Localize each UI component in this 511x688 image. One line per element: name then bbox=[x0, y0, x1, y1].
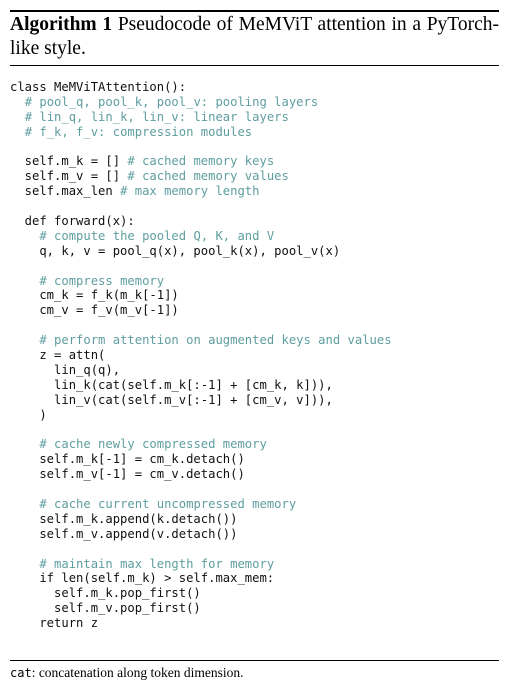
code-line bbox=[10, 527, 499, 542]
code-text bbox=[10, 125, 25, 139]
code-line bbox=[10, 616, 499, 631]
code-comment: # f_k, f_v: compression modules bbox=[24, 124, 253, 139]
code-text bbox=[10, 557, 39, 571]
code-comment: # cached memory keys bbox=[127, 154, 275, 169]
code-line bbox=[10, 154, 499, 169]
code-line bbox=[10, 333, 499, 348]
code-line bbox=[10, 288, 499, 303]
code-text: def forward(x): bbox=[10, 214, 135, 229]
code-comment: # lin_q, lin_k, lin_v: linear layers bbox=[24, 109, 289, 124]
code-line bbox=[10, 303, 499, 318]
code-text bbox=[10, 229, 39, 243]
code-line bbox=[10, 542, 499, 557]
code-line bbox=[10, 497, 499, 512]
code-line bbox=[10, 363, 499, 378]
code-line bbox=[10, 244, 499, 259]
code-comment: # perform attention on augmented keys and values bbox=[39, 333, 392, 348]
code-comment: # compress memory bbox=[39, 273, 165, 288]
code-text bbox=[10, 333, 39, 347]
code-line bbox=[10, 184, 499, 199]
code-comment: # maintain max length for memory bbox=[39, 556, 275, 571]
code-line bbox=[10, 229, 499, 244]
code-line bbox=[10, 95, 499, 110]
code-text: cm_k = f_k(m_k[-1]) bbox=[10, 288, 179, 303]
code-text bbox=[10, 437, 39, 451]
code-line bbox=[10, 422, 499, 437]
code-line bbox=[10, 199, 499, 214]
code-text: if len(self.m_k) > self.max_mem: bbox=[10, 571, 275, 586]
top-rule bbox=[10, 10, 499, 12]
code-text: self.m_v[-1] = cm_v.detach() bbox=[10, 467, 245, 482]
code-text: self.m_k = [] bbox=[10, 154, 128, 169]
code-comment: # cache current uncompressed memory bbox=[39, 496, 297, 511]
code-comment: # cached memory values bbox=[127, 169, 289, 184]
code-text: lin_q(q), bbox=[10, 362, 121, 377]
code-line bbox=[10, 110, 499, 125]
code-line bbox=[10, 557, 499, 572]
code-text: class MeMViTAttention(): bbox=[10, 80, 187, 94]
code-text: self.m_v.append(v.detach()) bbox=[10, 526, 238, 541]
code-text: self.max_len bbox=[10, 184, 121, 199]
code-text bbox=[10, 274, 39, 288]
caption-rule bbox=[10, 65, 499, 66]
code-line bbox=[10, 378, 499, 393]
footnote-term: cat bbox=[10, 666, 32, 680]
algorithm-caption bbox=[10, 13, 499, 61]
code-line bbox=[10, 140, 499, 155]
code-listing bbox=[10, 80, 499, 631]
code-line bbox=[10, 348, 499, 363]
bottom-rule bbox=[10, 660, 499, 661]
code-line bbox=[10, 482, 499, 497]
code-text bbox=[10, 110, 25, 124]
code-text bbox=[10, 95, 25, 109]
code-text: cm_v = f_v(m_v[-1]) bbox=[10, 303, 179, 318]
code-text: ) bbox=[10, 407, 47, 422]
code-text bbox=[10, 497, 39, 511]
code-comment: # max memory length bbox=[120, 184, 260, 199]
code-line bbox=[10, 214, 499, 229]
footnote-text: : concatenation along token dimension. bbox=[31, 665, 244, 680]
code-line bbox=[10, 259, 499, 274]
algorithm-label: Algorithm 1 bbox=[10, 14, 113, 35]
code-line bbox=[10, 318, 499, 333]
code-line bbox=[10, 125, 499, 140]
code-text: self.m_v = [] bbox=[10, 169, 128, 184]
code-text: lin_k(cat(self.m_k[:-1] + [cm_k, k])), bbox=[10, 377, 333, 392]
code-text: self.m_k[-1] = cm_k.detach() bbox=[10, 452, 245, 467]
code-comment: # pool_q, pool_k, pool_v: pooling layers bbox=[24, 94, 319, 109]
code-line bbox=[10, 452, 499, 467]
code-text: self.m_v.pop_first() bbox=[10, 601, 201, 616]
code-line bbox=[10, 571, 499, 586]
code-text: self.m_k.pop_first() bbox=[10, 586, 201, 601]
code-line bbox=[10, 408, 499, 423]
code-text: q, k, v = pool_q(x), pool_k(x), pool_v(x) bbox=[10, 243, 341, 258]
code-line bbox=[10, 467, 499, 482]
code-line bbox=[10, 274, 499, 289]
code-line bbox=[10, 601, 499, 616]
footnote bbox=[10, 665, 244, 681]
code-text: lin_v(cat(self.m_v[:-1] + [cm_v, v])), bbox=[10, 392, 333, 407]
code-comment: # cache newly compressed memory bbox=[39, 437, 267, 452]
code-line bbox=[10, 512, 499, 527]
code-text: return z bbox=[10, 616, 99, 631]
algorithm-caption-text: Pseudocode of MeMViT attention in a PyTorch-like style. bbox=[10, 14, 499, 59]
code-line bbox=[10, 586, 499, 601]
code-comment: # compute the pooled Q, K, and V bbox=[39, 228, 275, 243]
code-text: z = attn( bbox=[10, 348, 106, 363]
code-line bbox=[10, 393, 499, 408]
code-line bbox=[10, 80, 499, 95]
code-line bbox=[10, 437, 499, 452]
code-text: self.m_k.append(k.detach()) bbox=[10, 511, 238, 526]
code-line bbox=[10, 169, 499, 184]
